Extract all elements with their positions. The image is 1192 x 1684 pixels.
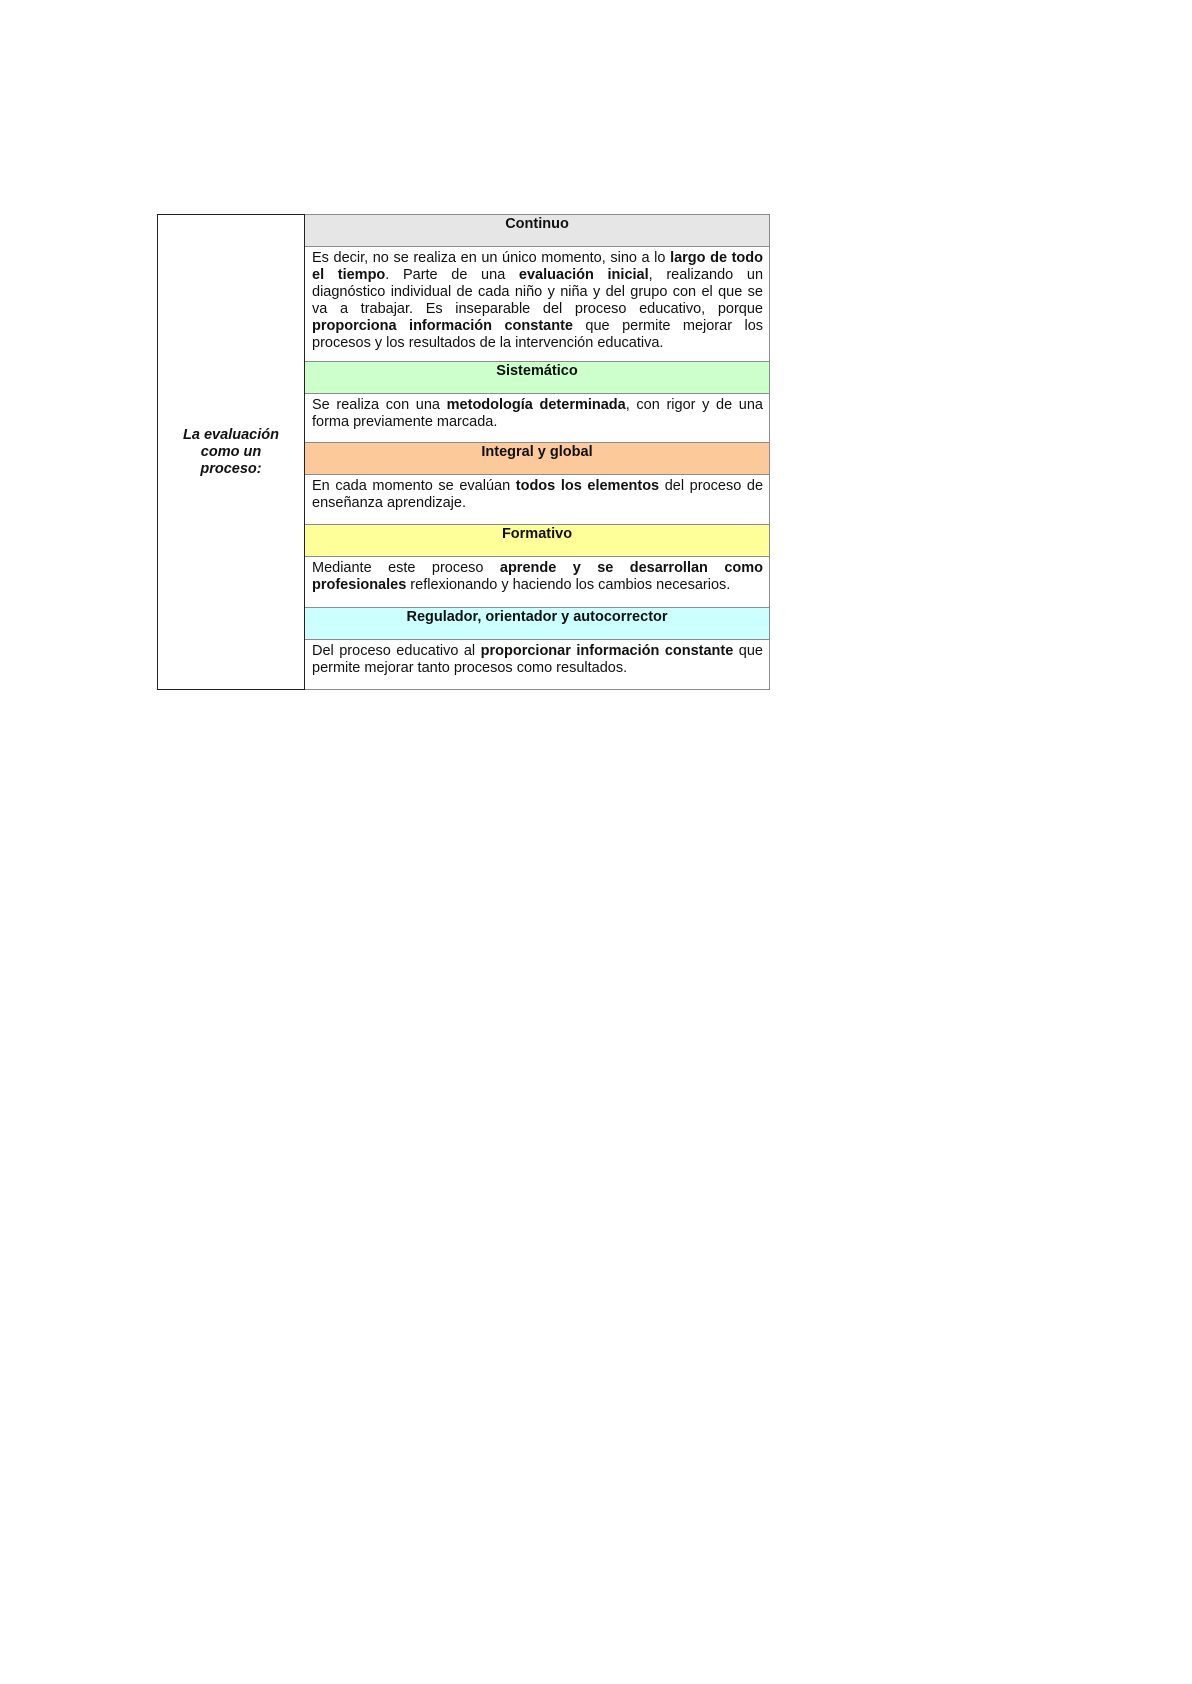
section-title: Formativo — [501, 526, 573, 543]
section-title: Regulador, orientador y autocorrector — [406, 608, 668, 625]
text-run: reflexionando y haciendo los cambios necesarios. — [406, 577, 731, 594]
text-run: del proceso de enseñanza aprendizaje. — [312, 478, 764, 512]
section-header-regulador — [305, 607, 770, 639]
section-title: Sistemático — [496, 362, 578, 379]
section-body-text — [305, 394, 769, 437]
section-header-formativo — [305, 525, 770, 557]
bold-text-run: proporcionar información constante — [480, 642, 734, 659]
section-body-sistematico — [305, 393, 770, 442]
section-body-text — [305, 557, 769, 600]
section-body-formativo — [305, 557, 770, 607]
text-run: Es decir, no se realiza en un único momento, sino a lo — [312, 250, 671, 267]
section-body-continuo — [305, 247, 770, 361]
evaluation-process-table — [157, 214, 770, 690]
row-label: La evaluación como un proceso: — [183, 426, 279, 477]
bold-text-run: metodología determinada — [446, 396, 626, 413]
section-header-integral — [305, 442, 770, 474]
section-title: Integral y global — [481, 443, 593, 460]
section-body-regulador — [305, 639, 770, 689]
section-body-integral — [305, 475, 770, 525]
row-label-cell — [158, 215, 305, 690]
section-title: Continuo — [505, 216, 569, 232]
text-run: que permite mejorar los procesos y los resultados de la intervención educativa. — [312, 318, 764, 352]
section-body-text — [305, 640, 769, 683]
text-run: En cada momento se evalúan — [312, 478, 516, 495]
section-header-sistematico — [305, 361, 770, 393]
bold-text-run: largo de todo el tiempo — [312, 250, 763, 284]
text-run: , realizando un diagnóstico individual de cada niño y niña y del grupo con el que se va a trabajar. Es inseparable del proceso educativo, porque — [312, 267, 764, 318]
section-header-continuo — [305, 215, 770, 247]
text-run: que permite mejorar tanto procesos como resultados. — [312, 642, 763, 676]
text-run: Se realiza con una — [312, 396, 447, 413]
text-run: , con rigor y de una forma previamente marcada. — [312, 396, 763, 430]
text-run: Mediante este proceso — [312, 560, 500, 577]
bold-text-run: aprende y se desarrollan como profesionales — [312, 560, 763, 594]
bold-text-run: todos los elementos — [515, 478, 660, 495]
section-body-text — [305, 475, 769, 518]
section-body-text — [305, 247, 769, 358]
text-run: . Parte de una — [385, 267, 519, 284]
bold-text-run: evaluación inicial — [518, 267, 649, 284]
text-run: Del proceso educativo al — [312, 642, 481, 659]
bold-text-run: proporciona información constante — [312, 318, 573, 335]
